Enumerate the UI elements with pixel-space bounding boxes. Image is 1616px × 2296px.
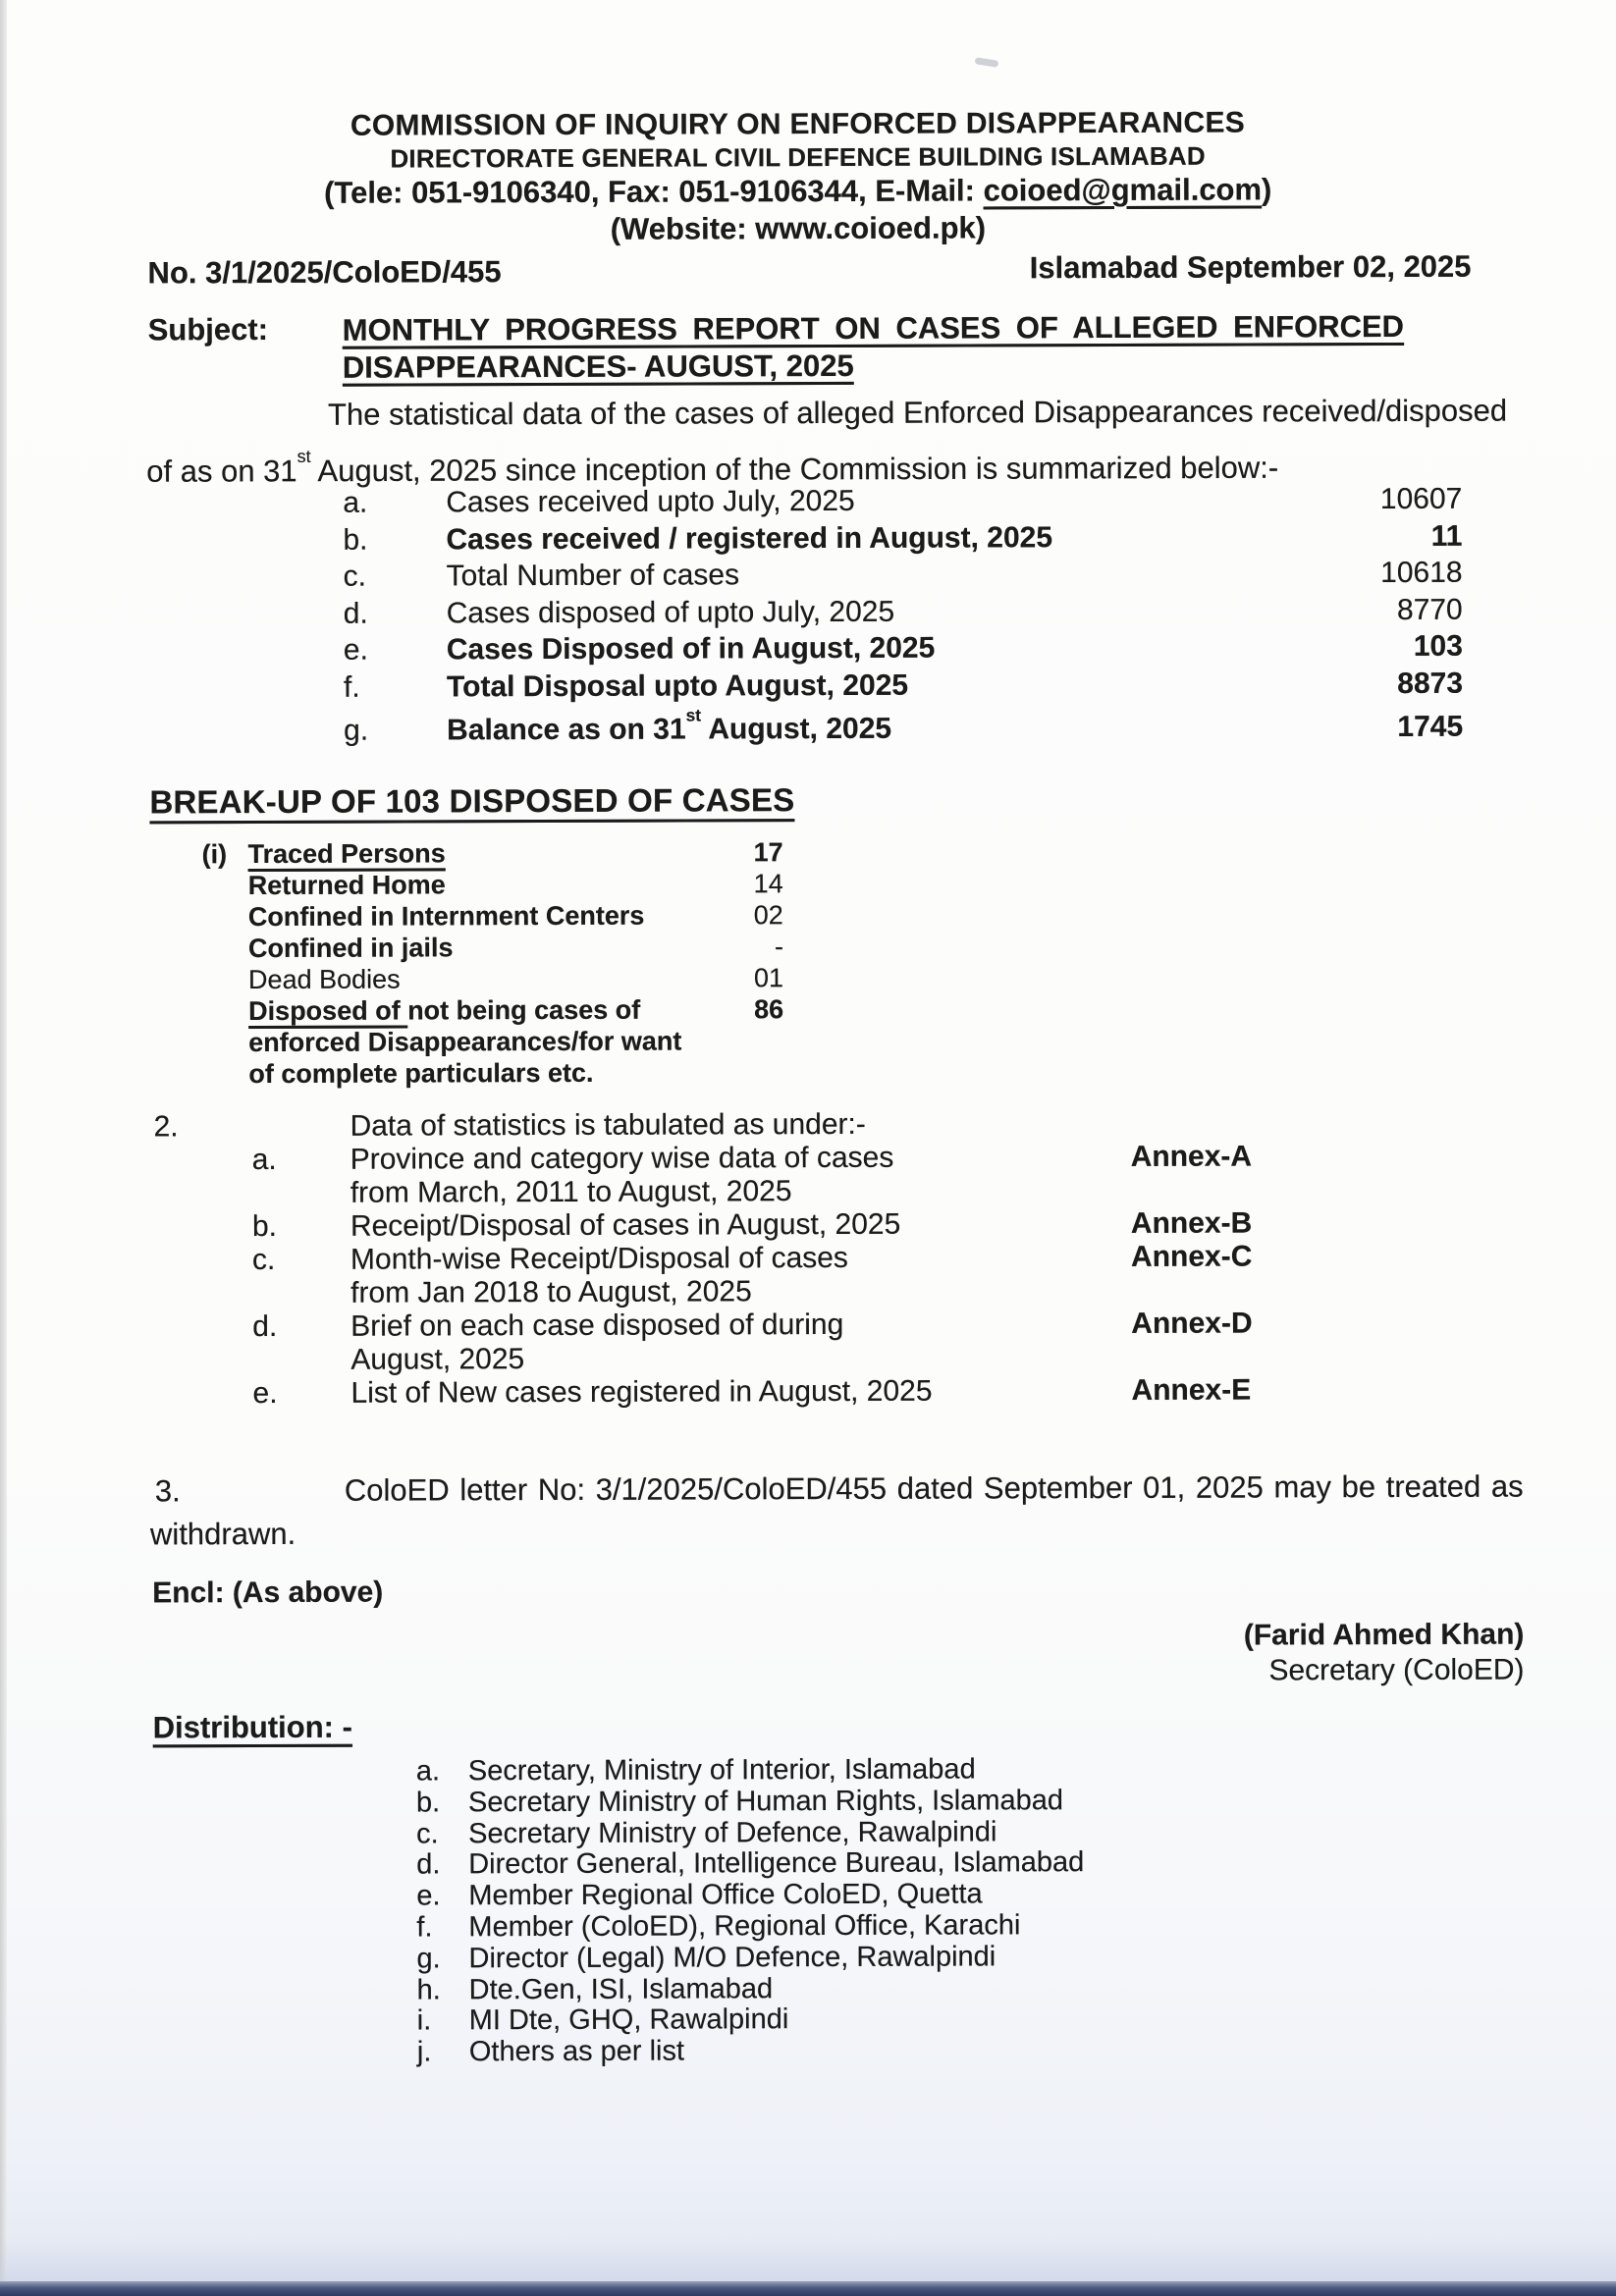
tabulation-row — [149, 1307, 1509, 1378]
distribution-row — [152, 2003, 1085, 2038]
item-label: Cases received upto July, 2025 — [446, 484, 855, 519]
item-text: Member (ColoED), Regional Office, Karachi — [468, 1909, 1021, 1944]
item-label: Total Number of cases — [446, 559, 740, 593]
item-text — [350, 1141, 1131, 1210]
distribution-row — [151, 1942, 1084, 1976]
tabulation-section — [148, 1106, 1509, 1412]
place-date: Islamabad September 02, 2025 — [1029, 248, 1472, 286]
item-label: Confined in jails — [247, 933, 454, 964]
item-label: Traced Persons — [247, 838, 446, 870]
item-key: c. — [251, 1243, 276, 1277]
annex-label: Annex-C — [1130, 1240, 1253, 1273]
item-text-line: Province and category wise data of cases — [350, 1141, 894, 1176]
contact-line — [118, 172, 1478, 212]
contact-prefix: (Tele: 051-9106340, Fax: 051-9106344, E-Mail: — [324, 173, 984, 210]
item-label — [447, 702, 1316, 749]
scan-bottom-fade — [0, 2236, 1616, 2281]
item-text: Secretary Ministry of Defence, Rawalpindi — [468, 1815, 997, 1849]
summary-row — [147, 702, 1507, 747]
breakup-row — [148, 931, 783, 964]
distribution-list — [151, 1754, 1085, 2069]
item-label-post: August, 2025 — [701, 712, 892, 746]
item-text-line: August, 2025 — [350, 1343, 525, 1376]
distribution-row — [151, 1786, 1084, 1820]
item-key: b. — [251, 1209, 277, 1244]
item-key: g. — [344, 714, 369, 747]
item-value: 8873 — [1397, 667, 1464, 700]
intro-line2-pre: of as on 31 — [146, 454, 297, 489]
item-text-line: List of New cases registered in August, 2025 — [350, 1374, 933, 1410]
withdrawal-line1: ColoED letter No: 3/1/2025/ColoED/455 dated September 01, 2025 may be treated as — [344, 1468, 1524, 1508]
annex-label: Annex-A — [1130, 1140, 1253, 1173]
item-key: g. — [416, 1943, 441, 1975]
item-key: e. — [343, 633, 368, 667]
intro-paragraph — [146, 387, 1506, 497]
item-text-line: Receipt/Disposal of cases in August, 2025 — [350, 1207, 901, 1243]
item-key: (i) — [201, 839, 228, 870]
item-text — [350, 1308, 1131, 1377]
tabulation-row — [149, 1240, 1509, 1311]
superscript-st: st — [685, 705, 702, 725]
item-key: c. — [416, 1817, 439, 1850]
superscript-st: st — [296, 447, 311, 467]
distribution-heading: Distribution: - — [152, 1709, 352, 1745]
item-text-line: from Jan 2018 to August, 2025 — [350, 1275, 752, 1309]
item-value: 10607 — [1379, 482, 1463, 516]
item-label: Dead Bodies — [247, 964, 401, 995]
summary-row — [147, 591, 1507, 632]
item-text-line: Brief on each case disposed of during — [350, 1308, 844, 1343]
letter-body — [145, 0, 1525, 2296]
tabulation-row — [149, 1140, 1509, 1211]
tabulation-intro-text: Data of statistics is tabulated as under:- — [350, 1107, 866, 1143]
item-label-line2: enforced Disappearances/for want — [248, 1026, 682, 1058]
subject-title-line2: DISAPPEARANCES- AUGUST, 2025 — [342, 347, 854, 385]
item-text-line: from March, 2011 to August, 2025 — [350, 1175, 792, 1209]
subject-title-line1: MONTHLY PROGRESS REPORT ON CASES OF ALLEGED ENFORCED — [342, 308, 1405, 347]
withdrawal-paragraph — [149, 1466, 1524, 1557]
summary-row — [147, 555, 1507, 596]
item-text: MI Dte, GHQ, Rawalpindi — [468, 2003, 789, 2037]
distribution-row — [151, 1910, 1084, 1945]
item-text-line: Month-wise Receipt/Disposal of cases — [350, 1241, 848, 1276]
item-text — [350, 1241, 1131, 1310]
item-value: 11 — [1430, 519, 1463, 553]
item-key: b. — [343, 523, 368, 557]
enclosure-note: Encl: (As above) — [152, 1575, 384, 1610]
summary-row — [147, 665, 1507, 706]
breakup-row — [148, 868, 783, 901]
distribution-row — [152, 1973, 1085, 2007]
distribution-row — [151, 1847, 1084, 1882]
breakup-heading: BREAK-UP OF 103 DISPOSED OF CASES — [149, 781, 795, 821]
intro-line1: The statistical data of the cases of alleged Enforced Disappearances received/disposed — [327, 393, 1508, 432]
item-text — [350, 1374, 1131, 1411]
item-label: Cases received / registered in August, 2025 — [446, 520, 1053, 556]
distribution-row — [151, 1754, 1084, 1789]
item-key: j. — [416, 2036, 432, 2068]
item-key: e. — [416, 1880, 441, 1912]
website-line: (Website: www.coioed.pk) — [610, 210, 987, 246]
item-key: b. — [415, 1787, 441, 1819]
item-value: 17 — [753, 837, 783, 868]
tabulation-intro — [148, 1106, 1508, 1145]
item-text: Director General, Intelligence Bureau, Islamabad — [468, 1846, 1085, 1881]
item-text: Director (Legal) M/O Defence, Rawalpindi — [468, 1941, 997, 1975]
signatory-name: (Farid Ahmed Khan) — [1243, 1618, 1525, 1652]
item-key: d. — [252, 1309, 278, 1344]
item-label — [248, 993, 700, 1090]
tabulation-row — [149, 1206, 1509, 1245]
item-value: - — [774, 932, 783, 962]
item-label: Total Disposal upto August, 2025 — [446, 668, 909, 703]
item-label: Cases disposed of upto July, 2025 — [446, 595, 895, 629]
item-key: f. — [343, 670, 360, 704]
item-label-lead: Disposed of — [248, 995, 408, 1027]
item-value: 02 — [753, 900, 783, 931]
summary-row — [147, 628, 1507, 669]
distribution-row — [151, 1817, 1084, 1851]
item-key: i. — [416, 2004, 432, 2037]
subject-title — [343, 308, 1501, 387]
subject-label: Subject: — [147, 311, 269, 347]
item-key: a. — [415, 1755, 441, 1788]
item-label-pre: Balance as on 31 — [447, 713, 686, 747]
contact-suffix: ) — [1261, 172, 1272, 207]
item-key: d. — [343, 597, 368, 630]
annex-label: Annex-B — [1130, 1206, 1253, 1240]
summary-list — [146, 481, 1507, 747]
item-value: 8770 — [1396, 593, 1463, 626]
org-name: COMMISSION OF INQUIRY ON ENFORCED DISAPPEARANCES — [350, 106, 1246, 142]
item-value: 14 — [753, 869, 783, 899]
item-key: a. — [251, 1143, 277, 1177]
scan-bottom-band — [0, 2281, 1616, 2296]
item-value: 1745 — [1397, 710, 1464, 743]
item-value: 10618 — [1380, 556, 1463, 590]
item-value: 103 — [1413, 629, 1463, 663]
scan-edge-artifact — [0, 0, 7, 2296]
signatory-title: Secretary (ColoED) — [1268, 1653, 1525, 1687]
breakup-row — [148, 962, 783, 995]
distribution-row — [152, 2035, 1085, 2069]
item-label: Returned Home — [247, 870, 446, 901]
item-text: Secretary, Ministry of Interior, Islamabad — [467, 1753, 976, 1788]
org-address: DIRECTORATE GENERAL CIVIL DEFENCE BUILDING ISLAMABAD — [390, 140, 1206, 174]
item-label: Cases Disposed of in August, 2025 — [446, 631, 936, 667]
reference-number: No. 3/1/2025/ColoED/455 — [147, 254, 502, 291]
annex-label: Annex-D — [1131, 1307, 1253, 1340]
item-value: 01 — [753, 963, 784, 993]
item-label: Confined in Internment Centers — [247, 900, 645, 933]
item-label-line3: of complete particulars etc. — [248, 1057, 594, 1090]
distribution-row — [151, 1879, 1084, 1913]
item-text: Others as per list — [468, 2035, 685, 2068]
withdrawal-line2: withdrawn. — [149, 1516, 296, 1552]
paragraph-number: 2. — [153, 1110, 179, 1144]
item-text — [350, 1207, 1131, 1244]
summary-row — [146, 481, 1506, 522]
breakup-row — [148, 993, 783, 1090]
item-text: Member Regional Office ColoED, Quetta — [468, 1878, 983, 1912]
breakup-row — [148, 899, 783, 933]
item-label-line1 — [248, 993, 700, 1027]
item-key: e. — [252, 1376, 278, 1411]
item-key: h. — [416, 1973, 441, 2006]
item-text: Dte.Gen, ISI, Islamabad — [468, 1972, 774, 2005]
signature-block — [1244, 1618, 1525, 1689]
item-key: c. — [343, 560, 366, 593]
intro-line2-post: August, 2025 since inception of the Commission is summarized below:- — [310, 450, 1279, 489]
item-key: d. — [416, 1848, 441, 1881]
email-text: coioed@gmail.com — [983, 172, 1263, 208]
item-label-rest: not being cases of — [407, 994, 641, 1026]
tabulation-row — [149, 1373, 1509, 1412]
item-value: 86 — [754, 994, 784, 1025]
item-key: a. — [343, 486, 368, 519]
item-key: f. — [416, 1911, 433, 1944]
summary-row — [146, 517, 1506, 559]
paragraph-number: 3. — [154, 1473, 181, 1509]
annex-label: Annex-E — [1131, 1373, 1252, 1407]
breakup-list — [148, 836, 784, 1090]
item-text: Secretary Ministry of Human Rights, Islamabad — [467, 1784, 1064, 1819]
breakup-row — [148, 836, 783, 870]
